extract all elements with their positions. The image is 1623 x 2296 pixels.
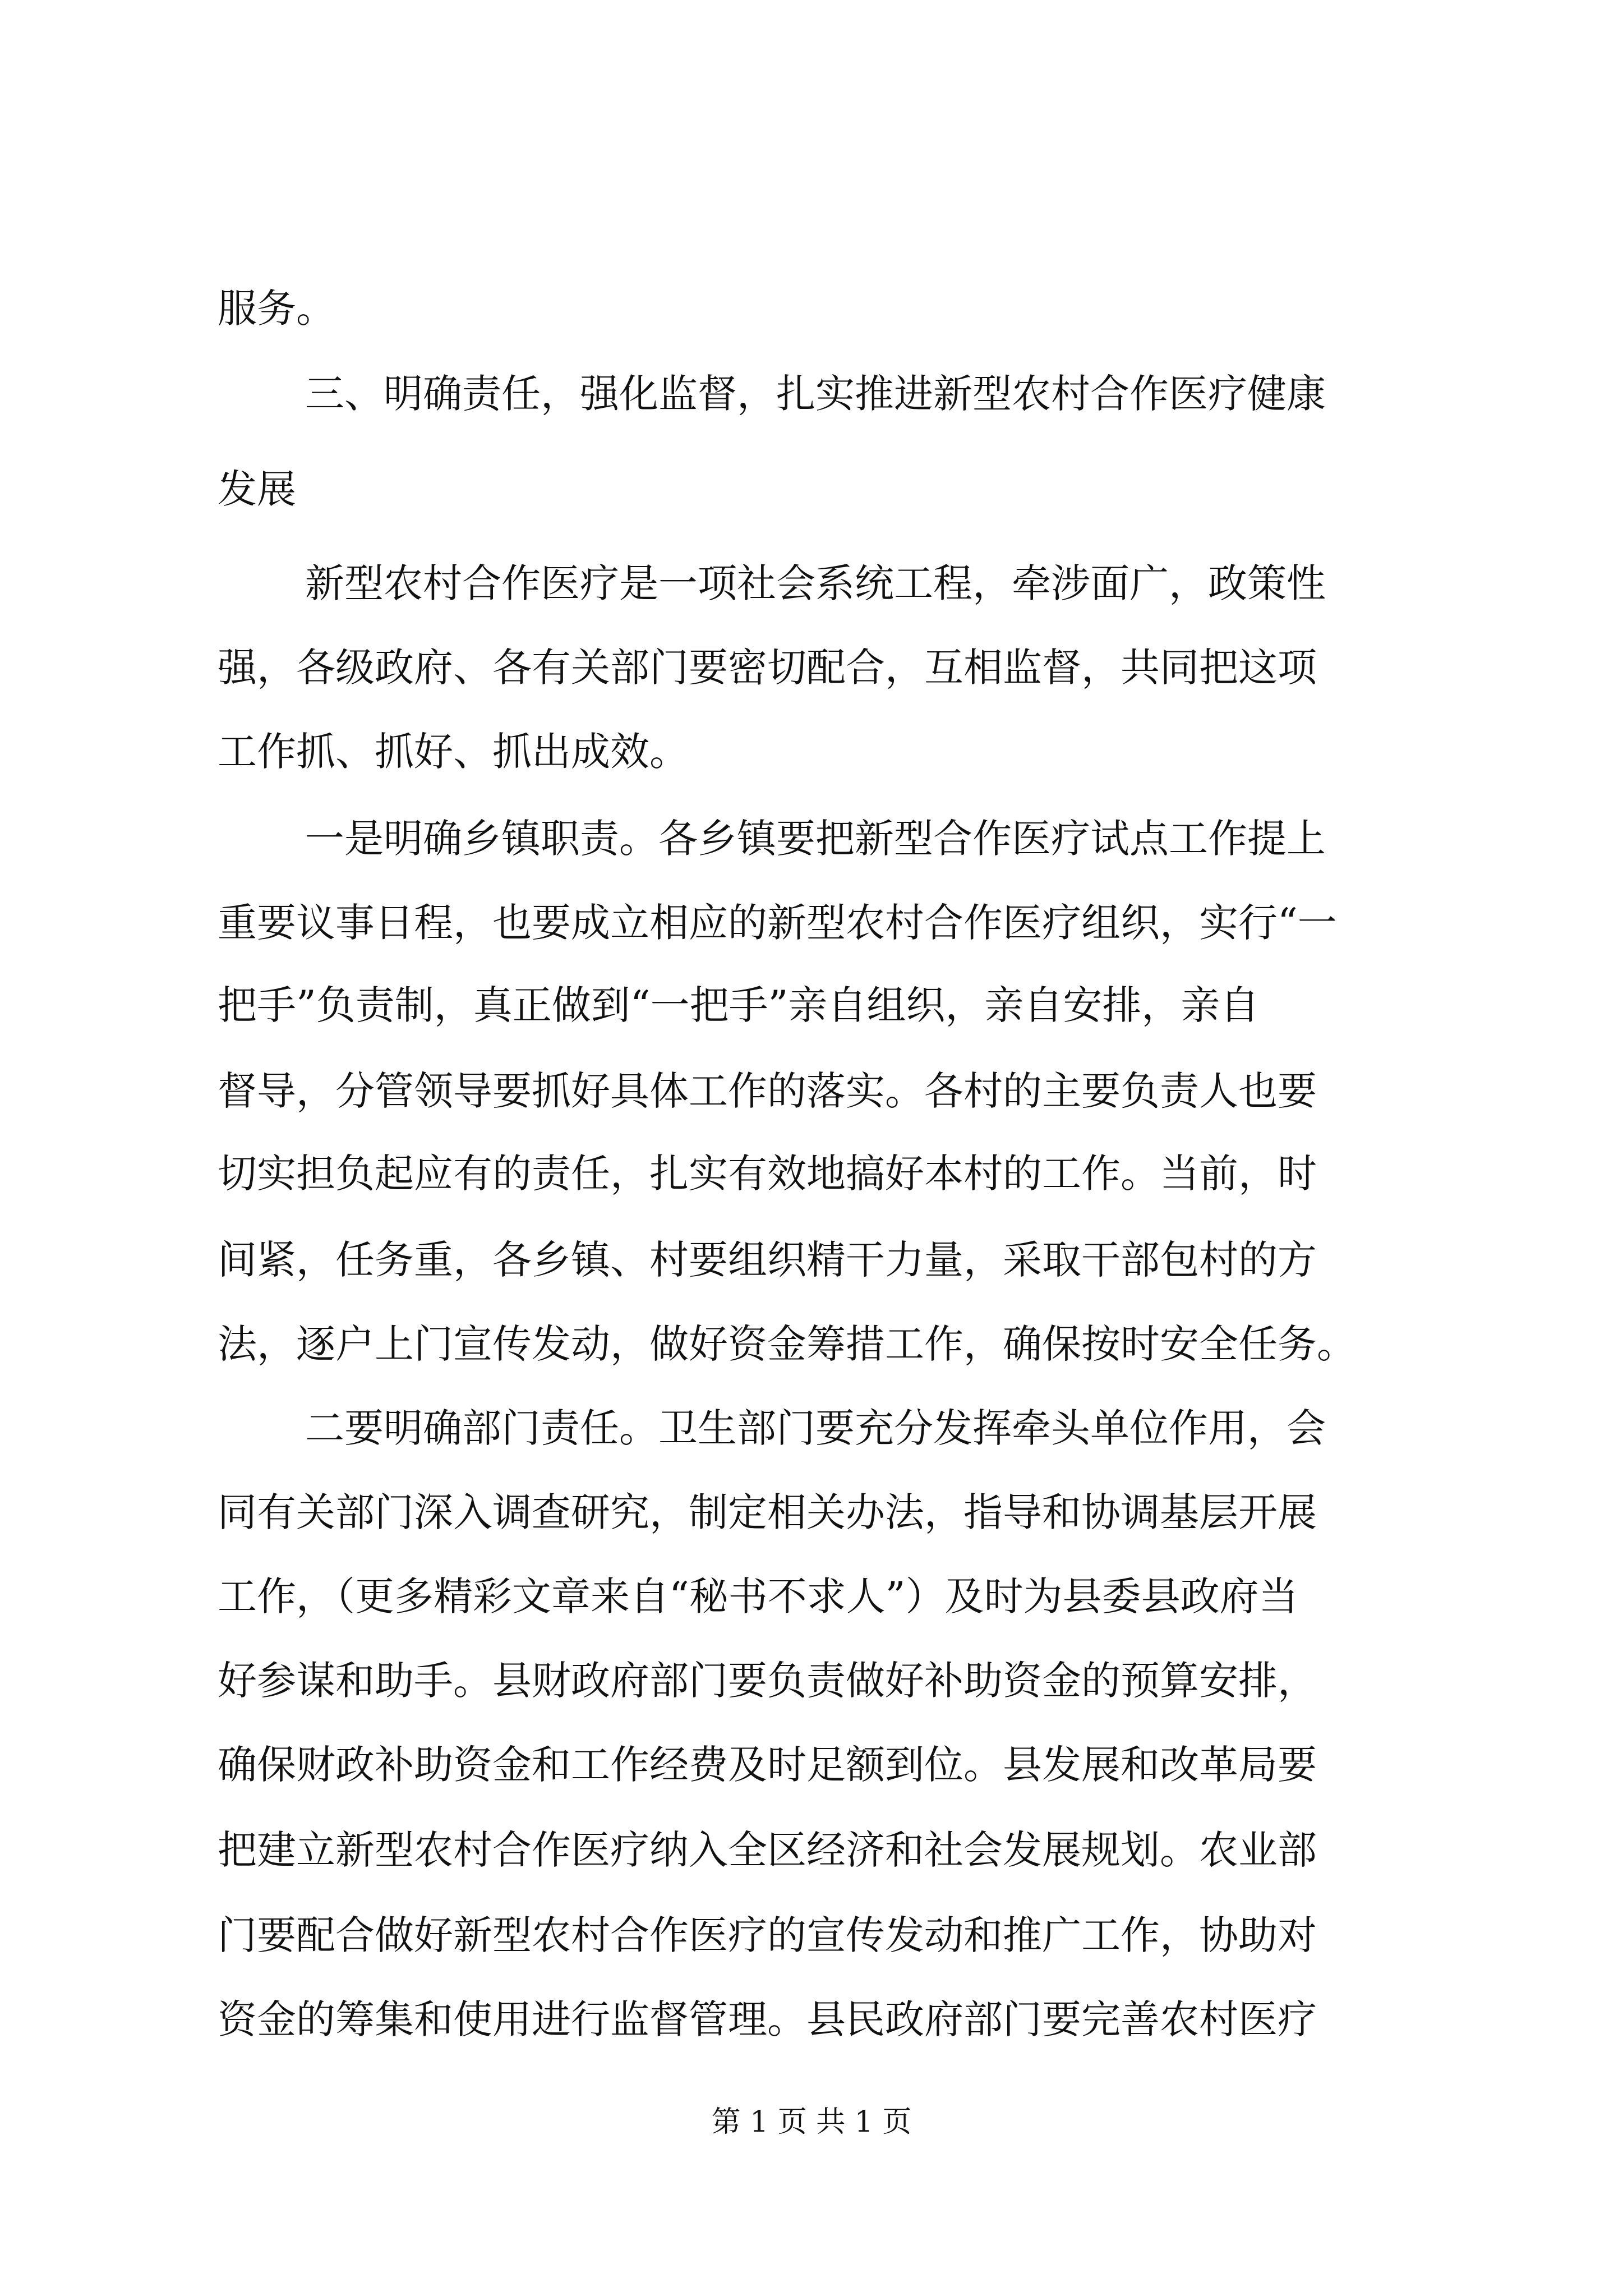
text-line: 好参谋和助手。县财政府部门要负责做好补助资金的预算安排，	[218, 1658, 1317, 1704]
text-line: 强，各级政府、各有关部门要密切配合，互相监督，共同把这项	[218, 645, 1317, 691]
text-line: 把手”负责制，真正做到“一把手”亲自组织，亲自安排，亲自	[218, 982, 1260, 1028]
text-line: 督导，分管领导要抓好具体工作的落实。各村的主要负责人也要	[218, 1068, 1317, 1114]
text-line: 法，逐户上门宣传发动，做好资金筹措工作，确保按时安全任务。	[218, 1321, 1356, 1367]
text-line: 重要议事日程，也要成立相应的新型农村合作医疗组织，实行“一	[218, 900, 1337, 946]
text-line: 门要配合做好新型农村合作医疗的宣传发动和推广工作，协助对	[218, 1912, 1317, 1958]
text-line: 同有关部门深入调查研究，制定相关办法，指导和协调基层开展	[218, 1489, 1317, 1535]
page-footer: 第 1 页 共 1 页	[711, 2105, 912, 2139]
text-line: 一是明确乡镇职责。各乡镇要把新型合作医疗试点工作提上	[305, 816, 1326, 862]
text-line: 新型农村合作医疗是一项社会系统工程，牵涉面广，政策性	[305, 560, 1326, 606]
text-line: 工作抓、抓好、抓出成效。	[218, 729, 689, 775]
section-heading-line: 三、明确责任，强化监督，扎实推进新型农村合作医疗健康	[305, 371, 1326, 417]
text-line: 确保财政补助资金和工作经费及时足额到位。县发展和改革局要	[218, 1742, 1317, 1788]
text-line: 间紧，任务重，各乡镇、村要组织精干力量，采取干部包村的方	[218, 1237, 1317, 1283]
text-line: 工作，（更多精彩文章来自“秘书不求人”）及时为县委县政府当	[218, 1573, 1298, 1619]
text-line: 二要明确部门责任。卫生部门要充分发挥牵头单位作用，会	[305, 1405, 1326, 1451]
text-line: 把建立新型农村合作医疗纳入全区经济和社会发展规划。农业部	[218, 1827, 1317, 1873]
text-line: 资金的筹集和使用进行监督管理。县民政府部门要完善农村医疗	[218, 1996, 1317, 2042]
text-line: 切实担负起应有的责任，扎实有效地搞好本村的工作。当前，时	[218, 1151, 1317, 1197]
section-heading-line: 发展	[218, 466, 296, 512]
text-line: 服务。	[218, 286, 335, 332]
